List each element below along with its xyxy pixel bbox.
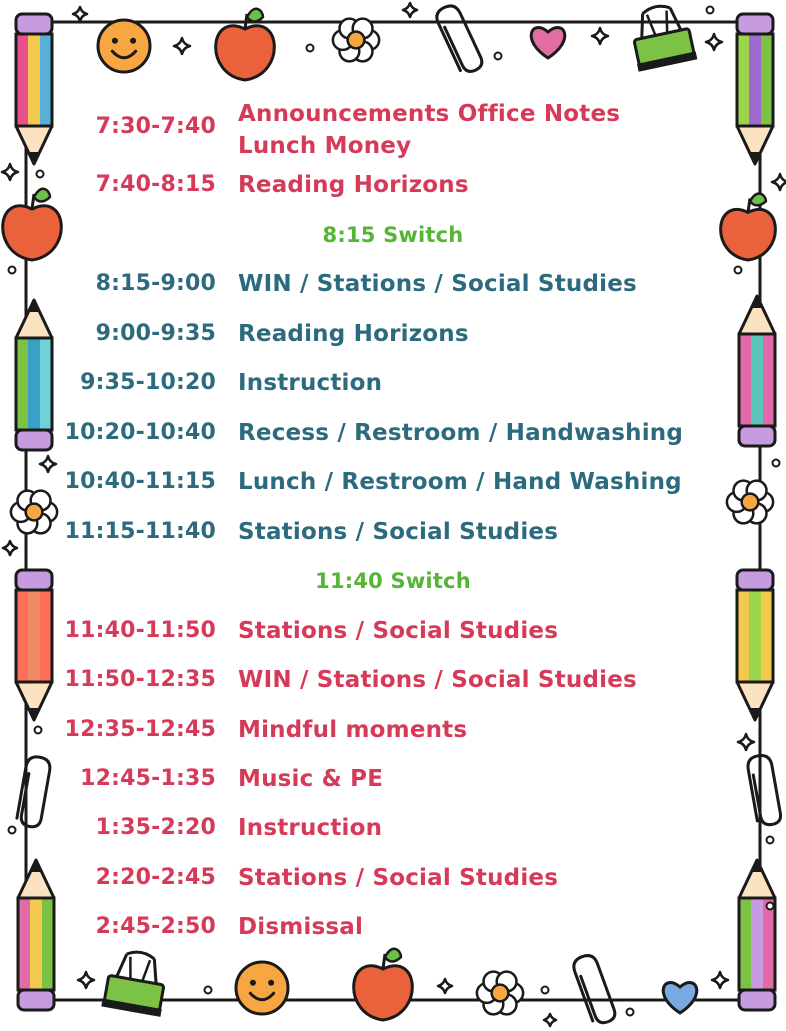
heart-icon	[531, 28, 565, 58]
smiley-icon	[98, 20, 150, 72]
paperclip-icon	[433, 2, 484, 76]
activity: Instruction	[238, 815, 383, 841]
time-slot: 11:50-12:35	[64, 667, 216, 692]
switch-row	[0, 215, 786, 255]
sparkle-icon	[592, 28, 608, 44]
smiley-icon	[236, 962, 288, 1014]
dot-icon	[707, 7, 714, 14]
schedule-row	[0, 808, 786, 848]
switch-label: 8:15 Switch	[322, 223, 464, 247]
activity: Stations / Social Studies	[238, 519, 559, 545]
dot-icon	[205, 987, 212, 994]
activity: Music & PE	[238, 766, 384, 792]
time-slot: 2:45-2:50	[95, 914, 216, 939]
schedule-row	[0, 759, 786, 799]
sparkle-icon	[712, 972, 728, 988]
schedule-row	[0, 907, 786, 947]
dot-icon	[627, 1009, 634, 1016]
dot-icon	[307, 45, 314, 52]
paperclip-icon	[571, 953, 617, 1027]
sparkle-icon	[78, 972, 94, 988]
time-slot: 9:00-9:35	[95, 321, 216, 346]
flower-icon	[333, 19, 379, 62]
sparkle-icon	[544, 1014, 556, 1026]
sparkle-icon	[174, 38, 190, 54]
time-slot: 8:15-9:00	[95, 271, 216, 296]
schedule-row	[0, 413, 786, 453]
flower-icon	[477, 972, 523, 1015]
activity: WIN / Stations / Social Studies	[238, 667, 637, 693]
schedule-row	[0, 611, 786, 651]
activity: Mindful moments	[238, 717, 468, 743]
activity: Dismissal	[238, 914, 364, 940]
pencil-icon	[16, 14, 52, 164]
binder-clip-icon	[101, 947, 171, 1017]
dot-icon	[542, 987, 549, 994]
time-slot: 7:40-8:15	[95, 172, 216, 197]
schedule-row	[0, 165, 786, 205]
activity: WIN / Stations / Social Studies	[238, 271, 637, 297]
activity: Announcements Office Notes Lunch Money	[238, 101, 621, 159]
activity: Stations / Social Studies	[238, 618, 559, 644]
activity: Stations / Social Studies	[238, 865, 559, 891]
time-slot: 1:35-2:20	[95, 815, 216, 840]
switch-label: 11:40 Switch	[315, 569, 471, 593]
schedule-row	[0, 858, 786, 898]
binder-clip-icon	[626, 1, 697, 72]
schedule-row	[0, 512, 786, 552]
schedule-row	[0, 314, 786, 354]
sparkle-icon	[73, 7, 87, 21]
activity: Lunch / Restroom / Hand Washing	[238, 469, 682, 495]
pencil-icon	[737, 14, 773, 164]
schedule-row	[0, 363, 786, 403]
activity: Reading Horizons	[238, 321, 469, 347]
time-slot: 9:35-10:20	[80, 370, 216, 395]
sparkle-icon	[438, 979, 452, 993]
time-slot: 12:45-1:35	[80, 766, 216, 791]
sparkle-icon	[706, 34, 722, 50]
apple-icon	[354, 949, 413, 1020]
time-slot: 10:40-11:15	[64, 469, 216, 494]
activity: Recess / Restroom / Handwashing	[238, 420, 684, 446]
time-slot: 10:20-10:40	[64, 420, 216, 445]
time-slot: 12:35-12:45	[64, 717, 216, 742]
time-slot: 11:15-11:40	[64, 519, 216, 544]
schedule-row	[0, 462, 786, 502]
time-slot: 7:30-7:40	[95, 114, 216, 139]
time-slot: 2:20-2:45	[95, 865, 216, 890]
activity: Instruction	[238, 370, 383, 396]
switch-row	[0, 561, 786, 601]
dot-icon	[495, 53, 502, 60]
schedule-row	[0, 660, 786, 700]
apple-icon	[216, 9, 275, 80]
heart-icon	[663, 983, 697, 1013]
schedule-row	[0, 264, 786, 304]
activity: Reading Horizons	[238, 172, 469, 198]
time-slot: 11:40-11:50	[64, 618, 216, 643]
sparkle-icon	[403, 3, 417, 17]
schedule-row	[0, 100, 786, 159]
schedule-row	[0, 710, 786, 750]
